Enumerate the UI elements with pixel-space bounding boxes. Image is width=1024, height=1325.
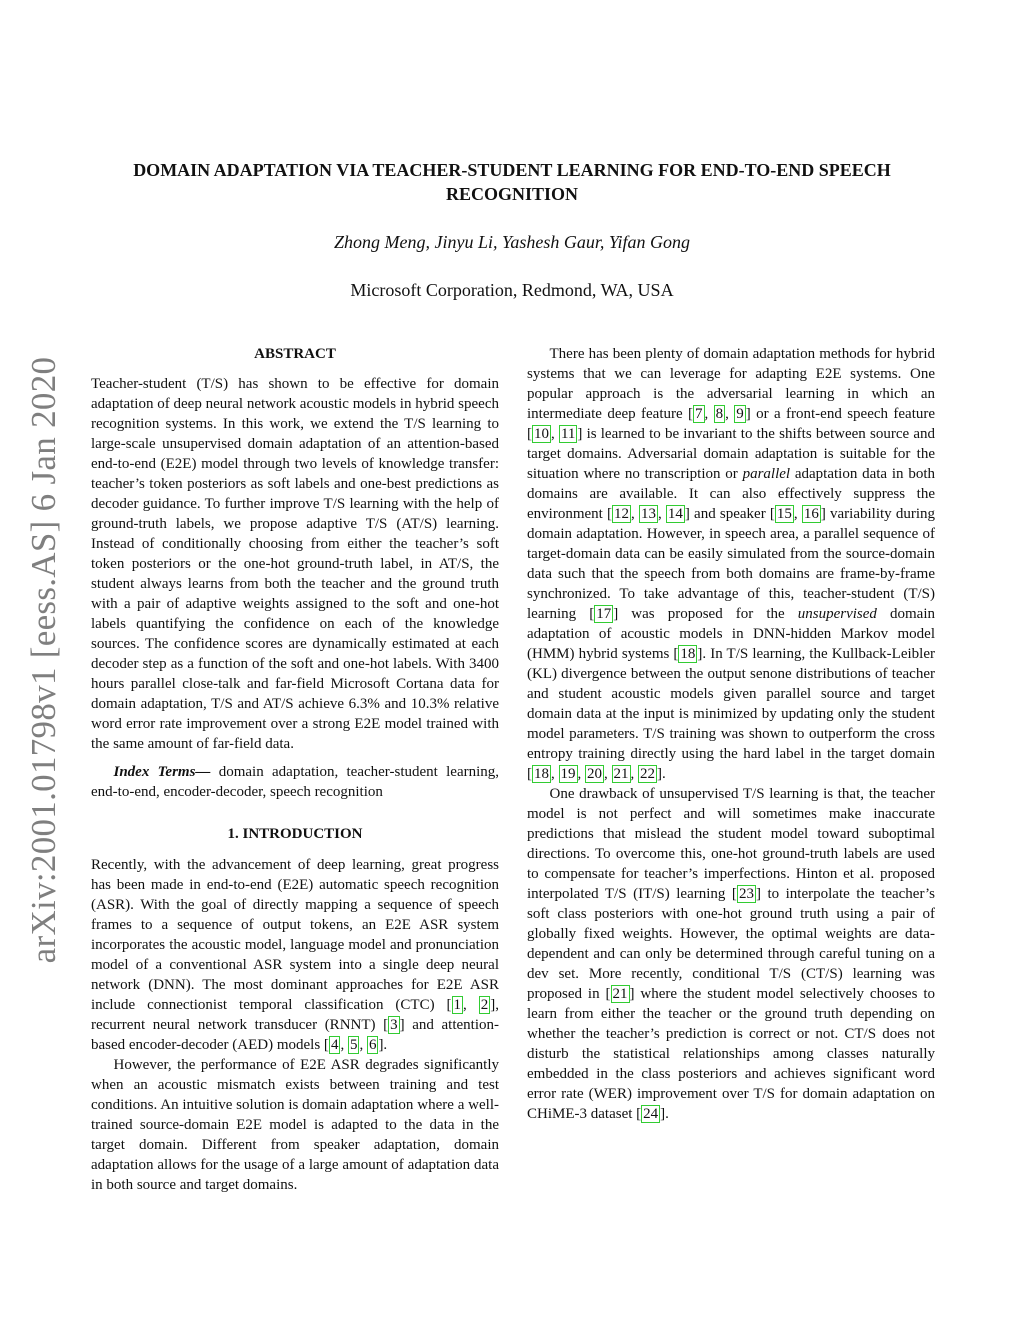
- citation-link[interactable]: 19: [560, 766, 576, 782]
- citation-link[interactable]: 21: [613, 766, 629, 782]
- citation-link[interactable]: 9: [736, 406, 744, 422]
- citation-link[interactable]: 22: [640, 766, 655, 782]
- citation-link[interactable]: 16: [803, 506, 819, 522]
- index-terms-text: domain adaptation, teacher-student learning, end-to-end, encoder-decoder, speech recognition: [91, 764, 500, 800]
- intro-paragraph-3: There has been plenty of domain adaptation methods for hybrid systems that we can leverage for adapting E2E systems. One popular approach is the adversarial learning in which an intermediate deep feature [ 7 , 8 , 9 ] or a front-end speech feature [ 10 , 11 ] is learned to be invariant to the shifts between source and target domains. Adversarial domain adaptation is suitable for the situation where no transcription or parallel adaptation data in both domains are available. It can also effectively suppress the environment [ 12 , 13 , 14 ] and speaker [ 15 , 16 ] variability during domain adaptation. However, in speech area, a parallel sequence of target-domain data can be easily simulated from the source-domain data such that the speech from both domains are frame-by-frame synchronized. To take advantage of this, teacher-student (T/S) learning [ 17 ] was proposed for the unsupervised domain adaptation of acoustic models in DNN-hidden Markov model (HMM) hybrid systems [ 18 ]. In T/S learning, the Kullback-Leibler (KL) divergence between the output senone distributions of teacher and student acoustic models given parallel source and target domain data at the input is minimized by updating only the student model parameters. T/S training was shown to outperform the cross entropy training directly using the hard label in the target domain [ 18 , 19 , 20 , 21 , 22 ].: [527, 346, 936, 782]
- citation-link[interactable]: 4: [330, 1037, 339, 1053]
- citation-link[interactable]: 3: [390, 1017, 398, 1033]
- citation-link[interactable]: 23: [738, 886, 754, 902]
- section-heading-introduction: 1. INTRODUCTION: [227, 826, 363, 842]
- citation-link[interactable]: 7: [695, 406, 703, 422]
- citation-link[interactable]: 18: [680, 646, 696, 662]
- left-column: [91, 344, 499, 1195]
- citation-link[interactable]: 13: [640, 506, 656, 522]
- arxiv-sidebar: [14, 356, 74, 964]
- intro-paragraph-1: Recently, with the advancement of deep learning, great progress has been made in end-to-end (E2E) automatic speech recognition (ASR). With the goal of directly mapping a sequence of speech frames to a sequence of output tokens, an E2E ASR system incorporates the acoustic model, language model and pronunciation model of a conventional ASR system into a single deep neural network (DNN). The most dominant approaches for E2E ASR include connectionist temporal classification (CTC) [ 1 , 2 ], recurrent neural network transducer (RNNT) [ 3 ] and attention-based encoder-decoder (AED) models [ 4 , 5 , 6 ].: [91, 857, 500, 1053]
- paper-authors: Zhong Meng, Jinyu Li, Yashesh Gaur, Yifan Gong: [333, 232, 691, 252]
- citation-link[interactable]: 1: [453, 997, 462, 1013]
- citation-link[interactable]: 24: [643, 1106, 659, 1122]
- citation-link[interactable]: 20: [587, 766, 602, 782]
- paper-title: DOMAIN ADAPTATION VIA TEACHER-STUDENT LEARNING FOR END-TO-END SPEECH RECOGNITION: [133, 160, 891, 204]
- citation-link[interactable]: 18: [534, 766, 549, 782]
- citation-link[interactable]: 6: [368, 1037, 377, 1053]
- citation-link[interactable]: 2: [480, 997, 489, 1013]
- citation-link[interactable]: 5: [349, 1037, 358, 1053]
- citation-link[interactable]: 17: [596, 606, 612, 622]
- citation-link[interactable]: 10: [534, 426, 549, 442]
- intro-paragraph-2: However, the performance of E2E ASR degrades significantly when an acoustic mismatch exists between training and test conditions. An intuitive solution is domain adaptation where a well-trained source-domain E2E model is adapted to the data in the target domain. Different from speaker adaptation, domain adaptation allows for the usage of a large amount of adaptation data in both source and target domains.: [91, 1057, 499, 1193]
- index-terms-label: Index Terms—: [113, 764, 211, 780]
- index-terms: [91, 762, 499, 802]
- intro-paragraph-4: One drawback of unsupervised T/S learning is that, the teacher model is not perfect and will sometimes make inaccurate predictions that mislead the student model toward suboptimal directions. To overcome this, one-hot ground-truth labels are used to compensate for teacher’s imperfections. Hinton et al. proposed interpolated T/S (IT/S) learning [ 23 ] to interpolate the teacher’s soft class posteriors with one-hot ground truth using a pair of globally fixed weights. However, the optimal weights are data-dependent and can only be determined through careful tuning on a dev set. More recently, conditional T/S (CT/S) learning was proposed in [ 21 ] where the student model selectively chooses to learn from either the teacher or the ground truth depending on whether the teacher’s prediction is correct or not. CT/S does not disturb the statistical relationships among classes naturally embedded in the class posteriors and achieves significant word error rate (WER) improvement over T/S for domain adaptation on CHiME-3 dataset [ 24 ].: [527, 786, 936, 1122]
- arxiv-identifier: arXiv:2001.01798v1 [eess.AS] 6 Jan 2020: [24, 356, 63, 964]
- abstract-text: Teacher-student (T/S) has shown to be effective for domain adaptation of deep neural network acoustic models in hybrid speech recognition systems. In this work, we extend the T/S learning to large-scale unsupervised domain adaptation of an attention-based end-to-end (E2E) model through two levels of knowledge transfer: teacher’s token posteriors as soft labels and one-best predictions as decoder guidance. To further improve T/S learning with the help of ground-truth labels, we propose adaptive T/S (AT/S) learning. Instead of conditionally choosing from either the teacher’s soft token posteriors or the one-hot ground-truth label, in AT/S, the student always learns from both the teacher and the ground truth with a pair of adaptive weights assigned to the soft and one-hot labels quantifying the confidence on each of the knowledge sources. The confidence scores are dynamically estimated at each decoder step as a function of the soft and one-hot labels. With 3400 hours parallel close-talk and far-field Microsoft Cortana data for domain adaptation, T/S and AT/S achieve 6.3% and 10.3% relative word error rate improvement over a strong E2E model trained with the same amount of far-field data.: [91, 376, 499, 752]
- citation-link[interactable]: 14: [667, 506, 683, 522]
- paper-affiliation: Microsoft Corporation, Redmond, WA, USA: [350, 280, 674, 300]
- abstract-heading: ABSTRACT: [254, 346, 336, 362]
- citation-link[interactable]: 12: [614, 506, 629, 522]
- citation-link[interactable]: 21: [612, 986, 628, 1002]
- citation-link[interactable]: 15: [776, 506, 792, 522]
- right-column: [527, 344, 935, 1124]
- citation-link[interactable]: 11: [560, 426, 576, 442]
- citation-link[interactable]: 8: [715, 406, 724, 422]
